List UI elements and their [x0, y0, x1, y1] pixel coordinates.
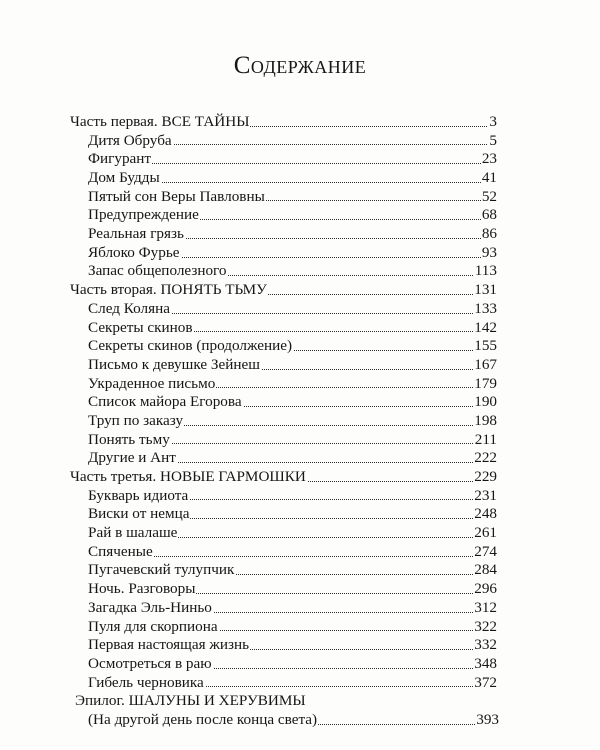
toc-page-number: 231	[474, 486, 497, 504]
toc-chapter[interactable]	[0, 225, 600, 244]
toc-chapter[interactable]	[0, 132, 600, 151]
toc-chapter[interactable]	[0, 505, 600, 524]
toc-label: Другие и Ант	[88, 449, 176, 467]
toc-label: Первая настоящая жизнь	[88, 636, 250, 654]
toc-chapter[interactable]	[0, 263, 600, 282]
toc-page-number: 393	[476, 710, 499, 728]
toc-label: Понять тьму	[88, 430, 170, 448]
toc-chapter[interactable]	[0, 618, 600, 637]
toc-label: Дом Будды	[88, 169, 160, 187]
toc-chapter[interactable]	[0, 487, 600, 506]
toc-chapter[interactable]	[0, 356, 600, 375]
toc-page-number: 322	[474, 617, 497, 635]
toc-label: Секреты скинов (продолжение)	[88, 337, 293, 355]
toc-label: Часть первая. ВСЕ ТАЙНЫ	[70, 112, 250, 130]
toc-page-number: 179	[474, 374, 497, 392]
toc-chapter[interactable]	[0, 431, 600, 450]
toc-label: Письмо к девушке Зейнеш	[88, 355, 260, 373]
toc-label: Пятый сон Веры Павловны	[88, 187, 265, 205]
toc-label: Список майора Егорова	[88, 393, 242, 411]
toc-label: Виски от немца	[88, 505, 190, 523]
toc-epilogue[interactable]	[0, 692, 600, 711]
toc-chapter[interactable]	[0, 206, 600, 225]
toc-label: След Коляна	[88, 299, 170, 317]
toc-page-number: 41	[481, 169, 497, 187]
toc-chapter[interactable]	[0, 337, 600, 356]
toc-chapter[interactable]	[0, 449, 600, 468]
page-title: Содержание	[233, 52, 367, 79]
toc-chapter[interactable]	[0, 375, 600, 394]
toc-page-number: 131	[474, 281, 497, 299]
toc-page-number: 332	[474, 636, 497, 654]
toc-page-number: 155	[474, 337, 497, 355]
toc-part[interactable]	[0, 281, 600, 300]
toc-label: Рай в шалаше	[88, 524, 178, 542]
toc-page-number: 312	[474, 598, 497, 616]
toc-label: Дитя Обруба	[88, 131, 172, 149]
toc-chapter[interactable]	[0, 169, 600, 188]
toc-chapter[interactable]	[0, 674, 600, 693]
toc-label: Осмотреться в раю	[88, 654, 212, 672]
toc-page-number: 229	[474, 468, 497, 486]
toc-page-number: 284	[474, 561, 497, 579]
toc-label: Фигурант	[88, 150, 152, 168]
toc-page-number: 5	[489, 131, 497, 149]
toc-label: Часть вторая. ПОНЯТЬ ТЬМУ	[70, 281, 267, 299]
table-of-contents	[0, 113, 600, 730]
toc-page-number: 261	[474, 524, 497, 542]
toc-label: Пуля для скорпиона	[88, 617, 218, 635]
toc-chapter[interactable]	[0, 655, 600, 674]
toc-label: Пугачевский тулупчик	[88, 561, 235, 579]
toc-label: Эпилог. ШАЛУНЫ И ХЕРУВИМЫ	[75, 692, 306, 710]
toc-page-number: 372	[474, 673, 497, 691]
toc-page-number: 190	[474, 393, 497, 411]
toc-page-number: 198	[474, 411, 497, 429]
toc-page-number: 167	[474, 355, 497, 373]
toc-chapter[interactable]	[0, 244, 600, 263]
toc-page-number: 86	[481, 225, 497, 243]
toc-chapter[interactable]	[0, 319, 600, 338]
toc-page-number: 93	[481, 243, 497, 261]
toc-page-number: 113	[474, 262, 497, 280]
toc-label: Труп по заказу	[88, 411, 184, 429]
toc-label: Украденное письмо	[88, 374, 216, 392]
toc-page-number: 248	[474, 505, 497, 523]
toc-part[interactable]	[0, 113, 600, 132]
toc-page-number: 52	[481, 187, 497, 205]
toc-epilogue-subtitle[interactable]	[0, 711, 600, 730]
toc-page-number: 296	[474, 580, 497, 598]
toc-label: (На другой день после конца света)	[88, 710, 318, 728]
toc-label: Спяченые	[88, 542, 153, 560]
toc-chapter[interactable]	[0, 524, 600, 543]
toc-page-number: 211	[474, 430, 497, 448]
toc-label: Гибель черновика	[88, 673, 204, 691]
toc-label: Ночь. Разговоры	[88, 580, 196, 598]
toc-chapter[interactable]	[0, 150, 600, 169]
toc-chapter[interactable]	[0, 188, 600, 207]
toc-label: Предупреждение	[88, 206, 199, 224]
toc-page-number: 348	[474, 654, 497, 672]
toc-page-number: 222	[474, 449, 497, 467]
toc-page-number: 133	[474, 299, 497, 317]
toc-label: Часть третья. НОВЫЕ ГАРМОШКИ	[70, 468, 306, 486]
toc-chapter[interactable]	[0, 562, 600, 581]
toc-label: Секреты скинов	[88, 318, 193, 336]
toc-page-number: 23	[481, 150, 497, 168]
toc-chapter[interactable]	[0, 412, 600, 431]
toc-part[interactable]	[0, 468, 600, 487]
toc-label: Яблоко Фурье	[88, 243, 180, 261]
toc-chapter[interactable]	[0, 636, 600, 655]
toc-label: Реальная грязь	[88, 225, 184, 243]
toc-label: Запас общеполезного	[88, 262, 227, 280]
toc-page-number: 274	[474, 542, 497, 560]
toc-page-number: 3	[489, 112, 497, 130]
toc-label: Букварь идиота	[88, 486, 189, 504]
toc-chapter[interactable]	[0, 300, 600, 319]
toc-chapter[interactable]	[0, 543, 600, 562]
toc-chapter[interactable]	[0, 580, 600, 599]
toc-page-number: 142	[474, 318, 497, 336]
toc-label: Загадка Эль-Ниньо	[88, 598, 212, 616]
toc-chapter[interactable]	[0, 393, 600, 412]
toc-page-number: 68	[481, 206, 497, 224]
toc-chapter[interactable]	[0, 599, 600, 618]
